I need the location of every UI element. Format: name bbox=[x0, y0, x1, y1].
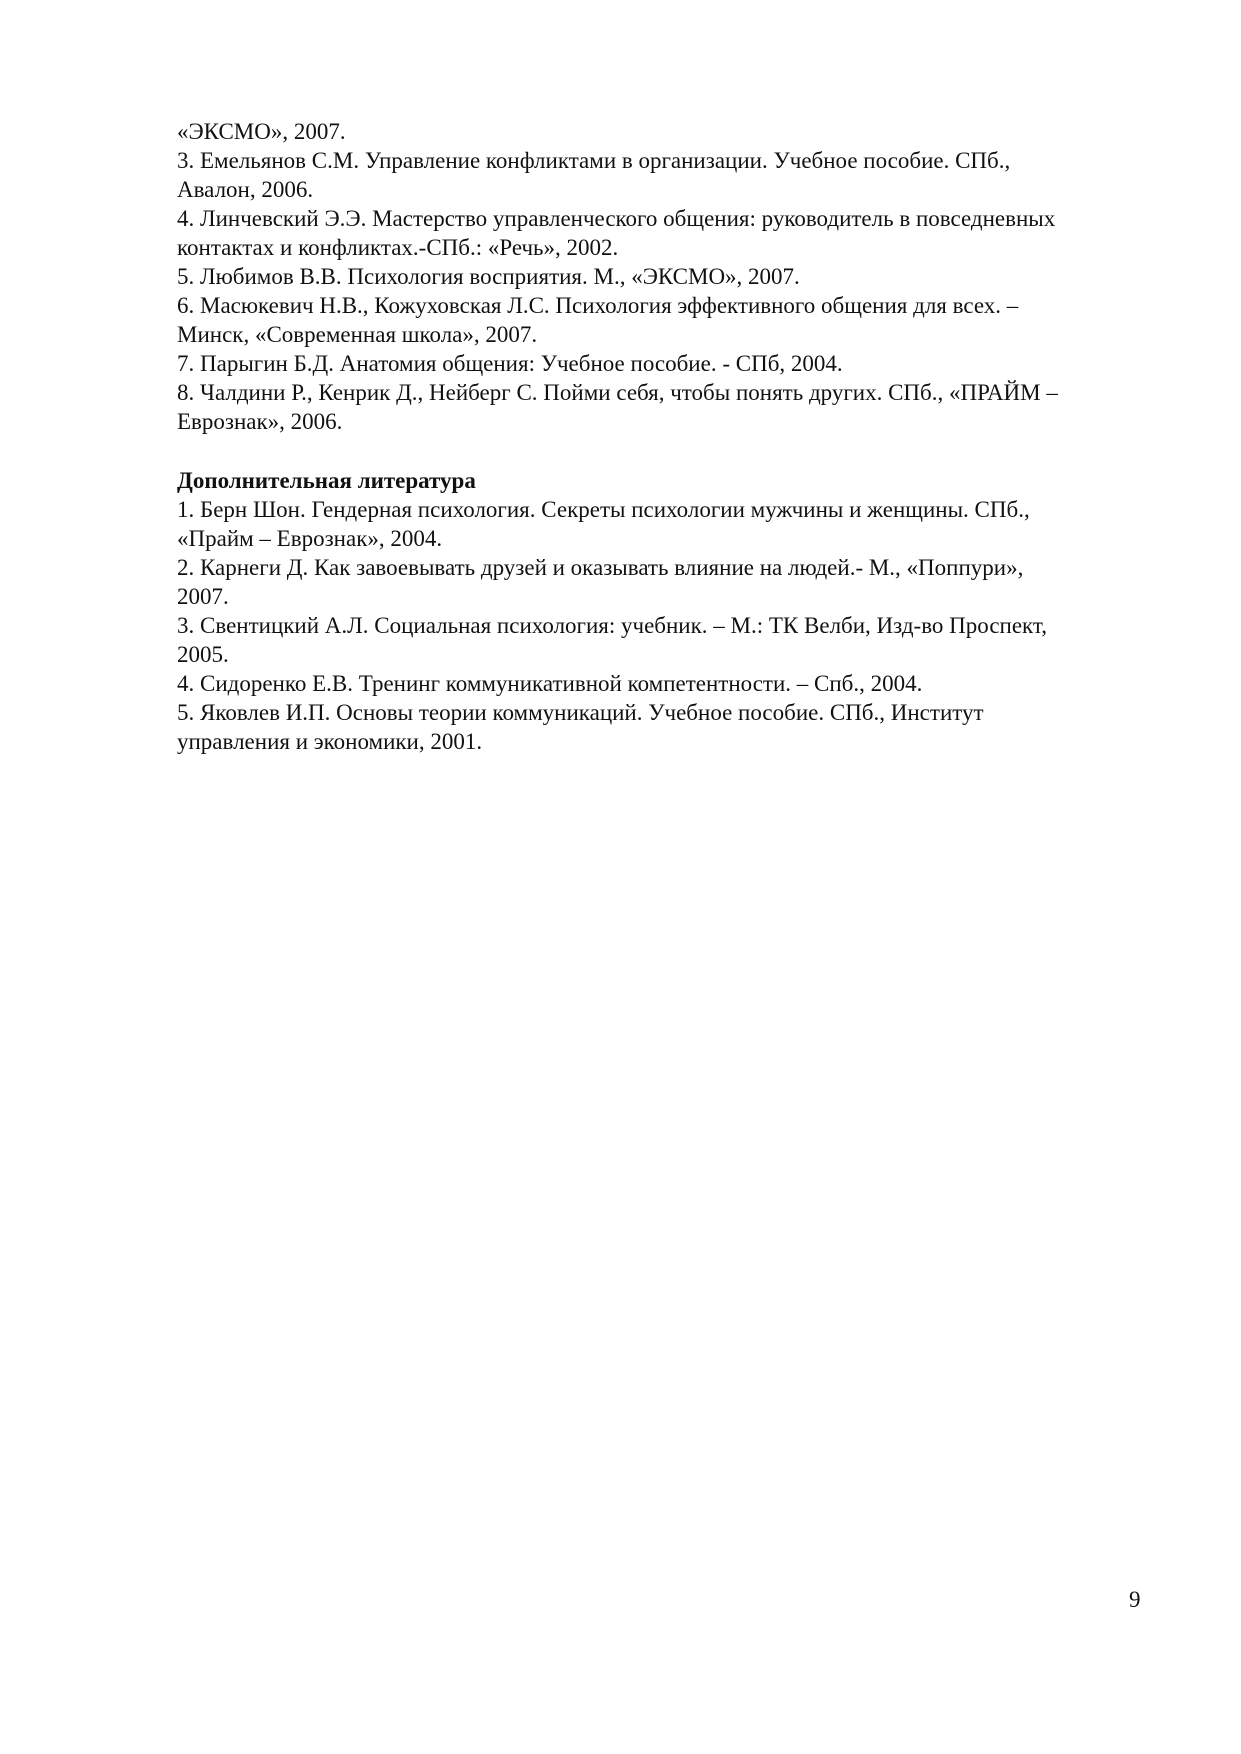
list-line: 2. Карнеги Д. Как завоевывать друзей и оказывать влияние на людей.- М., «Поппури», bbox=[177, 555, 1024, 580]
list-line: Авалон, 2006. bbox=[177, 177, 314, 202]
list-line: 8. Чалдини Р., Кенрик Д., Нейберг С. Пойми себя, чтобы понять других. СПб., «ПРАЙМ – bbox=[177, 380, 1058, 405]
list-line: управления и экономики, 2001. bbox=[177, 729, 483, 754]
list-line: 2005. bbox=[177, 642, 229, 667]
list-line: 4. Линчевский Э.Э. Мастерство управленческого общения: руководитель в повседневных bbox=[177, 206, 1056, 231]
list-line: 5. Яковлев И.П. Основы теории коммуникаций. Учебное пособие. СПб., Институт bbox=[177, 700, 984, 725]
list-line: контактах и конфликтах.-СПб.: «Речь», 2002. bbox=[177, 235, 619, 260]
section-heading: Дополнительная литература bbox=[177, 468, 476, 493]
list-line: 4. Сидоренко Е.В. Тренинг коммуникативной компетентности. – Спб., 2004. bbox=[177, 671, 923, 696]
list-line: 3. Емельянов С.М. Управление конфликтами в организации. Учебное пособие. СПб., bbox=[177, 148, 1011, 173]
list-line: 3. Свентицкий А.Л. Социальная психология: учебник. – М.: ТК Велби, Изд-во Проспект, bbox=[177, 613, 1048, 638]
list-line: «Прайм – Еврознак», 2004. bbox=[177, 526, 443, 551]
list-line: «ЭКСМО», 2007. bbox=[177, 119, 346, 144]
list-line: 1. Берн Шон. Гендерная психология. Секреты психологии мужчины и женщины. СПб., bbox=[177, 497, 1030, 522]
list-line: Минск, «Современная школа», 2007. bbox=[177, 322, 538, 347]
main-literature-list bbox=[177, 117, 1157, 436]
page-number: 9 bbox=[1129, 1587, 1141, 1612]
document-body bbox=[177, 117, 1157, 756]
list-line: 6. Масюкевич Н.В., Кожуховская Л.С. Психология эффективного общения для всех. – bbox=[177, 293, 1019, 318]
list-line: Еврознак», 2006. bbox=[177, 409, 343, 434]
additional-literature-section bbox=[177, 466, 1157, 756]
section-spacer bbox=[177, 436, 1157, 466]
list-line: 7. Парыгин Б.Д. Анатомия общения: Учебное пособие. - СПб, 2004. bbox=[177, 351, 843, 376]
list-line: 5. Любимов В.В. Психология восприятия. М., «ЭКСМО», 2007. bbox=[177, 264, 800, 289]
list-line: 2007. bbox=[177, 584, 229, 609]
